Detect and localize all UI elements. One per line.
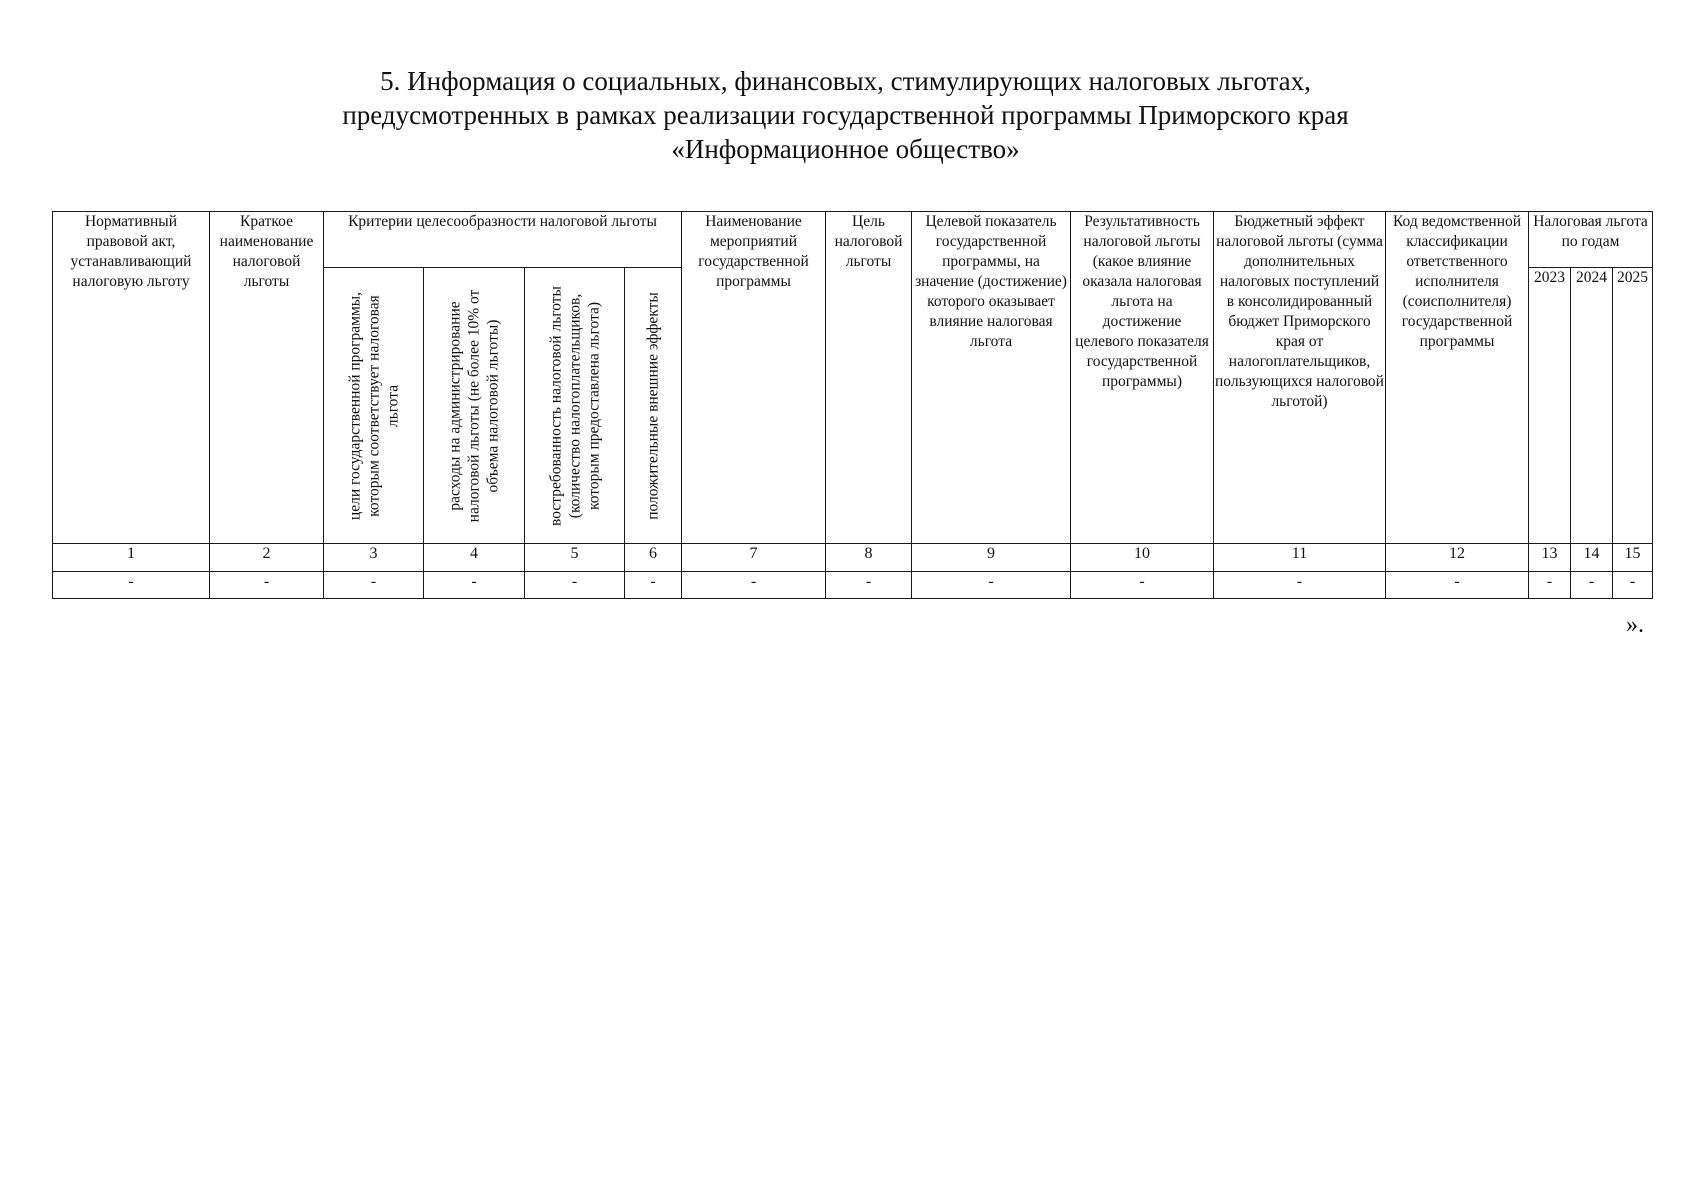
column-number: 5 (525, 544, 625, 572)
table-cell: - (1214, 572, 1386, 599)
header-target-indicator: Целевой показатель государственной программы, на значение (достижение) которого оказывает влияние налоговая льгота (912, 212, 1071, 544)
table-cell: - (53, 572, 210, 599)
column-number: 1 (53, 544, 210, 572)
column-number: 3 (324, 544, 424, 572)
column-number: 11 (1214, 544, 1386, 572)
table-cell: - (525, 572, 625, 599)
header-effectiveness: Результативность налоговой льготы (какое влияние оказала налоговая льгота на достижение целевого показателя государственной программы) (1071, 212, 1214, 544)
table-cell: - (1529, 572, 1571, 599)
header-external-effects-cell (625, 268, 682, 544)
table-cell: - (210, 572, 324, 599)
table-cell: - (912, 572, 1071, 599)
closing-quote-mark: ». (1626, 612, 1644, 638)
header-year-2025: 2025 (1613, 268, 1653, 544)
column-number: 15 (1613, 544, 1653, 572)
header-benefit-goal: Цель налоговой льготы (826, 212, 912, 544)
column-number: 8 (826, 544, 912, 572)
header-year-2024: 2024 (1571, 268, 1613, 544)
column-number: 10 (1071, 544, 1214, 572)
header-program-goals-cell (324, 268, 424, 544)
header-row-1 (53, 212, 1653, 268)
table-cell: - (1071, 572, 1214, 599)
column-number: 6 (625, 544, 682, 572)
header-short-name: Краткое наименование налоговой льготы (210, 212, 324, 544)
title-line-1: 5. Информация о социальных, финансовых, стимулирующих налоговых льготах, (380, 66, 1311, 96)
table-cell: - (1613, 572, 1653, 599)
tax-benefits-table (52, 211, 1653, 599)
column-number: 13 (1529, 544, 1571, 572)
header-program-goals: цели государственной программы, которым соответствует налоговая льгота (346, 291, 401, 520)
title-line-2: предусмотренных в рамках реализации государственной программы Приморского края (342, 100, 1349, 130)
table-cell: - (1571, 572, 1613, 599)
column-numbers-row (53, 544, 1653, 572)
table-cell: - (1386, 572, 1529, 599)
header-admin-costs-cell (424, 268, 525, 544)
table-cell: - (324, 572, 424, 599)
column-number: 9 (912, 544, 1071, 572)
table-cell: - (625, 572, 682, 599)
header-year-2023: 2023 (1529, 268, 1571, 544)
column-number: 14 (1571, 544, 1613, 572)
header-external-effects: положительные внешние эффекты (644, 291, 662, 520)
title-line-3: «Информационное общество» (671, 134, 1020, 164)
document-title (0, 64, 1691, 166)
header-normative-act: Нормативный правовой акт, устанавливающий налоговую льготу (53, 212, 210, 544)
column-number: 7 (682, 544, 826, 572)
table-cell: - (682, 572, 826, 599)
table-cell: - (424, 572, 525, 599)
header-admin-costs: расходы на администрирование налоговой льготы (не более 10% от объема налоговой льготы) (446, 289, 502, 522)
header-program-activities: Наименование мероприятий государственной программы (682, 212, 826, 544)
table-cell: - (826, 572, 912, 599)
column-number: 2 (210, 544, 324, 572)
header-criteria-group: Критерии целесообразности налоговой льготы (324, 212, 682, 268)
table-row (53, 572, 1653, 599)
header-demand: востребованность налоговой льготы (количество налогоплательщиков, которым предоставлена льгота) (547, 285, 602, 526)
column-number: 12 (1386, 544, 1529, 572)
header-demand-cell (525, 268, 625, 544)
header-budget-effect: Бюджетный эффект налоговой льготы (сумма дополнительных налоговых поступлений в консолидированный бюджет Приморского края от налогоплательщиков, пользующихся налоговой льготой) (1214, 212, 1386, 544)
header-classification-code: Код ведомственной классификации ответственного исполнителя (соисполнителя) государственной программы (1386, 212, 1529, 544)
column-number: 4 (424, 544, 525, 572)
header-years-group: Налоговая льгота по годам (1529, 212, 1653, 268)
